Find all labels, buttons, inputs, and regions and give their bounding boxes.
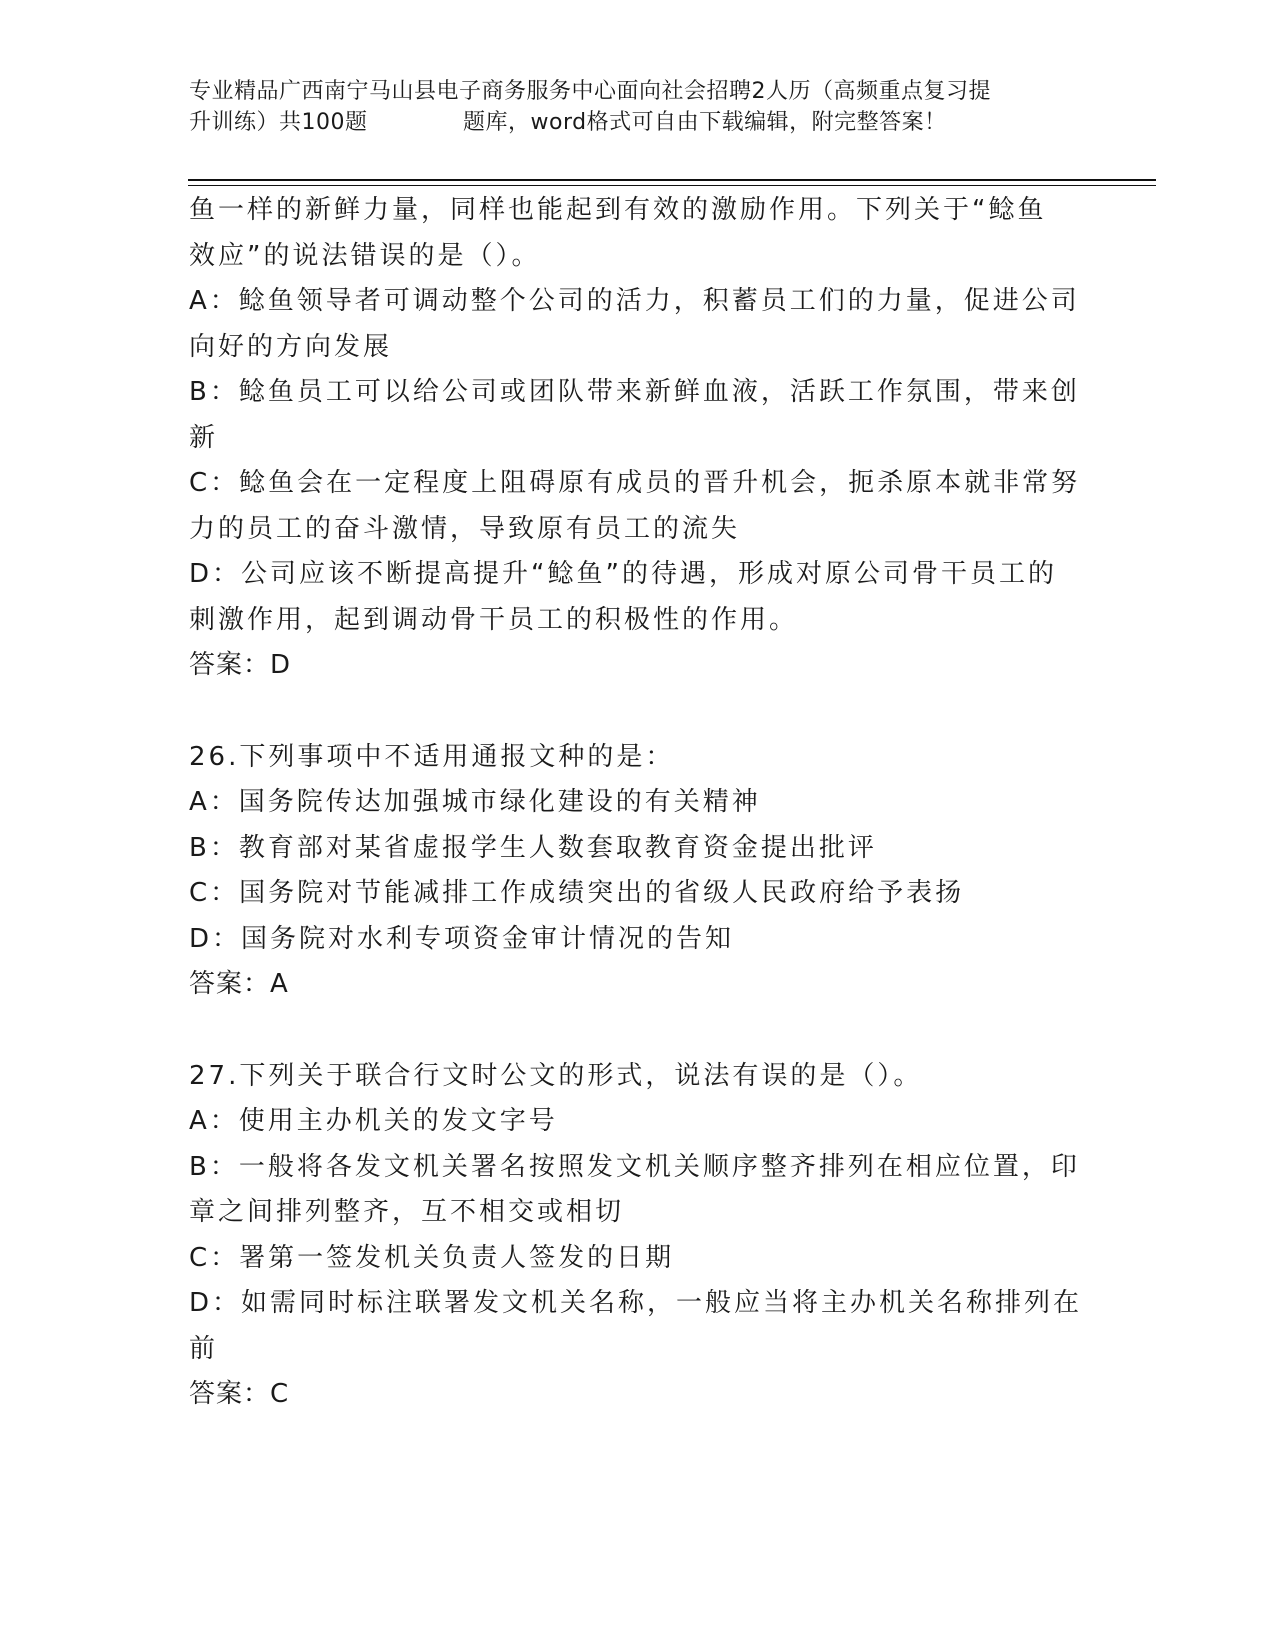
option-b-continued: 章之间排列整齐，互不相交或相切 <box>189 1197 625 1227</box>
header-divider-thick <box>188 179 1156 181</box>
question-stem: 27.下列关于联合行文时公文的形式，说法有误的是（）。 <box>189 1060 923 1091</box>
option-d: D：国务院对水利专项资金审计情况的告知 <box>189 923 735 954</box>
answer-line: 答案：C <box>189 1379 290 1409</box>
question-stem-line: 鱼一样的新鲜力量，同样也能起到有效的激励作用。下列关于“鲶鱼 <box>189 195 1047 225</box>
option-d: D：如需同时标注联署发文机关名称，一般应当将主办机关名称排列在 <box>189 1288 1083 1318</box>
option-d: D：公司应该不断提高提升“鲶鱼”的待遇，形成对原公司骨干员工的 <box>189 559 1057 589</box>
question-stem-line: 效应”的说法错误的是（）。 <box>189 240 541 271</box>
option-d-continued: 前 <box>189 1333 219 1364</box>
option-c-continued: 力的员工的奋斗激情，导致原有员工的流失 <box>189 513 741 544</box>
answer-line: 答案：A <box>189 969 289 999</box>
header-divider-thin <box>188 185 1156 186</box>
document-header <box>189 76 1089 138</box>
option-d-continued: 刺激作用，起到调动骨干员工的积极性的作用。 <box>189 604 799 635</box>
option-b: B：鲶鱼员工可以给公司或团队带来新鲜血液，活跃工作氛围，带来创 <box>189 377 1080 407</box>
option-b-continued: 新 <box>189 422 219 453</box>
option-a: A：鲶鱼领导者可调动整个公司的活力，积蓄员工们的力量，促进公司 <box>189 286 1080 316</box>
question-25-continued <box>189 188 1089 689</box>
question-26 <box>189 735 1089 1008</box>
option-a: A：使用主办机关的发文字号 <box>189 1106 558 1136</box>
document-body <box>189 188 1089 1418</box>
option-c: C：署第一签发机关负责人签发的日期 <box>189 1242 675 1273</box>
question-27 <box>189 1054 1089 1418</box>
header-line-2-part-2: 题库，word格式可自由下载编辑，附完整答案！ <box>463 110 947 135</box>
option-a-continued: 向好的方向发展 <box>189 331 393 362</box>
header-line-2-part-1: 升训练）共100题 <box>189 110 368 135</box>
option-b: B：一般将各发文机关署名按照发文机关顺序整齐排列在相应位置，印 <box>189 1151 1080 1182</box>
question-stem: 26.下列事项中不适用通报文种的是： <box>189 741 675 772</box>
option-a: A：国务院传达加强城市绿化建设的有关精神 <box>189 787 761 817</box>
option-b: B：教育部对某省虚报学生人数套取教育资金提出批评 <box>189 832 877 863</box>
option-c: C：国务院对节能减排工作成绩突出的省级人民政府给予表扬 <box>189 878 965 908</box>
header-line-1: 专业精品广西南宁马山县电子商务服务中心面向社会招聘2人历（高频重点复习提 <box>189 79 991 104</box>
header-line-2 <box>189 107 1089 138</box>
option-c: C：鲶鱼会在一定程度上阻碍原有成员的晋升机会，扼杀原本就非常努 <box>189 468 1081 498</box>
answer-line: 答案：D <box>189 650 292 680</box>
